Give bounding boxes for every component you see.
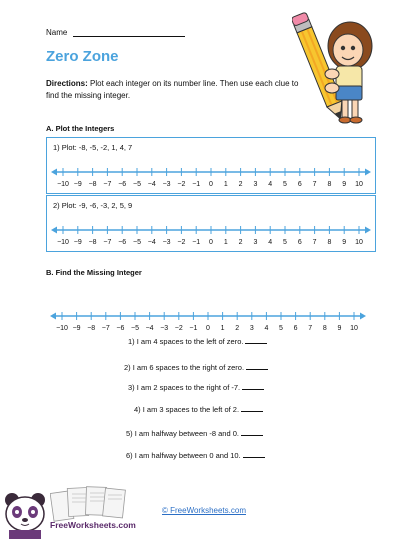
tick-label: −1 (189, 325, 198, 332)
tick-label: −8 (88, 181, 97, 188)
tick-label: 5 (283, 181, 287, 188)
arrow-left-icon (51, 227, 57, 234)
tick-label: 5 (279, 325, 283, 332)
tick-label: 10 (350, 325, 358, 332)
tick-label: 7 (312, 181, 317, 188)
tick-label: 8 (327, 181, 332, 188)
tick-label: 1 (223, 181, 228, 188)
problem-box-1 (46, 137, 376, 194)
answer-blank-2[interactable] (246, 369, 268, 370)
logo-wordmark: FreeWorksheets.com (50, 520, 136, 530)
tick-label: −10 (57, 239, 69, 246)
tick-label: −10 (57, 181, 69, 188)
tick-label: −2 (177, 239, 186, 246)
clue-2: 2) I am 6 spaces to the right of zero. (124, 363, 268, 372)
problem-2-label: 2) Plot: -9, -6, -3, 2, 5, 9 (53, 201, 133, 210)
tick-label: −3 (160, 325, 169, 332)
tick-label: 4 (264, 325, 269, 332)
answer-blank-4[interactable] (241, 411, 263, 412)
clue-1: 1) I am 4 spaces to the left of zero. (128, 337, 267, 346)
number-line-1[interactable] (47, 138, 375, 193)
tick-label: −4 (147, 239, 156, 246)
answer-blank-6[interactable] (243, 457, 265, 458)
tick-label: −9 (73, 239, 82, 246)
tick-label: 7 (308, 325, 313, 332)
name-field-row (46, 28, 185, 37)
clue-5: 5) I am halfway between -8 and 0. (126, 429, 263, 438)
page-title: Zero Zone (46, 48, 119, 65)
worksheet-thumbnails (50, 484, 136, 530)
tick-label: 2 (238, 181, 243, 188)
tick-label: 3 (253, 239, 258, 246)
arrow-right-icon (365, 227, 371, 234)
tick-label: −8 (88, 239, 97, 246)
answer-blank-3[interactable] (242, 389, 264, 390)
tick-label: 0 (209, 239, 213, 246)
tick-label: 0 (206, 325, 210, 332)
tick-label: −3 (162, 239, 171, 246)
tick-label: −6 (116, 325, 125, 332)
tick-label: −3 (162, 181, 171, 188)
tick-label: 4 (268, 181, 273, 188)
tick-label: −5 (133, 181, 141, 188)
tick-label: 6 (297, 181, 302, 188)
tick-label: −9 (72, 325, 81, 332)
tick-label: −6 (118, 181, 127, 188)
clue-4: 4) I am 3 spaces to the left of 2. (134, 405, 263, 414)
tick-label: 7 (312, 239, 317, 246)
arrow-left-icon (51, 169, 57, 176)
tick-label: −2 (174, 325, 183, 332)
clue-6: 6) I am halfway between 0 and 10. (126, 451, 265, 460)
problem-box-2 (46, 195, 376, 252)
tick-label: 3 (253, 181, 258, 188)
tick-label: 4 (268, 239, 273, 246)
arrow-left-icon (50, 313, 56, 320)
tick-label: 1 (223, 239, 228, 246)
tick-label: −4 (145, 325, 154, 332)
tick-label: 10 (355, 181, 363, 188)
tick-label: −5 (133, 239, 141, 246)
tick-label: 6 (293, 325, 298, 332)
section-b-heading: B. Find the Missing Integer (46, 268, 142, 277)
tick-label: −7 (103, 181, 112, 188)
tick-label: −5 (131, 325, 139, 332)
panda-mascot-icon (0, 490, 50, 539)
tick-label: −10 (56, 325, 68, 332)
tick-label: 9 (342, 239, 347, 246)
tick-label: 1 (220, 325, 225, 332)
number-line-2[interactable] (47, 196, 375, 251)
tick-label: 9 (337, 325, 342, 332)
girl-pencil-illustration (292, 8, 388, 126)
tick-label: 0 (209, 181, 213, 188)
answer-blank-5[interactable] (241, 435, 263, 436)
tick-label: 9 (342, 181, 347, 188)
tick-label: 8 (322, 325, 327, 332)
tick-label: 10 (355, 239, 363, 246)
tick-label: 5 (283, 239, 287, 246)
directions-label: Directions: (46, 79, 88, 88)
tick-label: −4 (147, 181, 156, 188)
tick-label: −9 (73, 181, 82, 188)
answer-blank-1[interactable] (245, 343, 267, 344)
arrow-right-icon (360, 313, 366, 320)
tick-label: −6 (118, 239, 127, 246)
tick-label: −7 (101, 325, 110, 332)
tick-label: −8 (87, 325, 96, 332)
number-line-3[interactable] (46, 306, 370, 336)
tick-label: −7 (103, 239, 112, 246)
arrow-right-icon (365, 169, 371, 176)
clue-3: 3) I am 2 spaces to the right of -7. (128, 383, 264, 392)
problem-1-label: 1) Plot: -8, -5, -2, 1, 4, 7 (53, 143, 133, 152)
tick-label: −1 (192, 239, 201, 246)
tick-label: −2 (177, 181, 186, 188)
directions-text: Plot each integer on its number line. Then use each clue to find the missing integer. (46, 79, 299, 100)
tick-label: 3 (249, 325, 254, 332)
directions (46, 78, 304, 102)
name-blank-line[interactable] (73, 28, 185, 37)
tick-label: 2 (235, 325, 240, 332)
tick-label: 8 (327, 239, 332, 246)
name-label: Name (46, 28, 68, 37)
section-a-heading: A. Plot the Integers (46, 124, 115, 133)
tick-label: 6 (297, 239, 302, 246)
tick-label: −1 (192, 181, 201, 188)
copyright-link[interactable]: © FreeWorksheets.com (162, 506, 246, 515)
tick-label: 2 (238, 239, 243, 246)
